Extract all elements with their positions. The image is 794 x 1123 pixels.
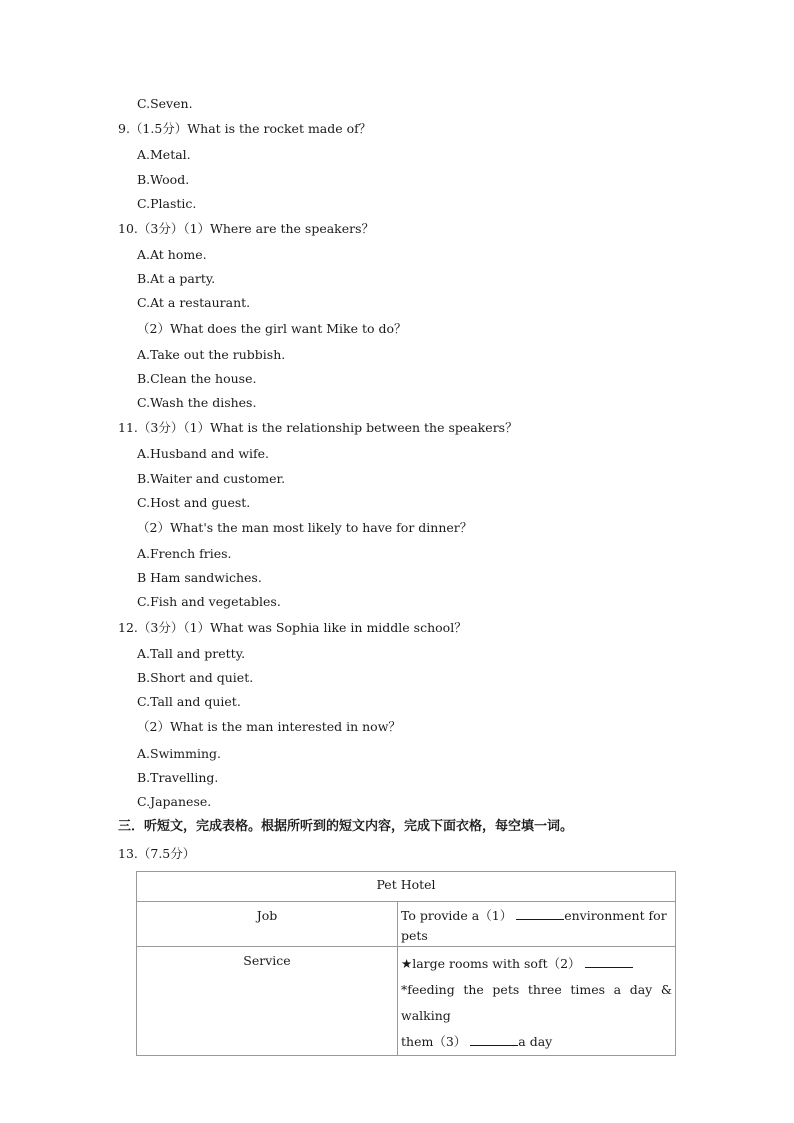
question-11-2-option-c: C.Fish and vegetables. [137,594,281,609]
question-10-1-option-a: A.At home. [137,247,207,262]
question-11-2-option-a: A.French fries. [137,546,232,561]
question-10: 10.（3分）（1）Where are the speakers？ [118,221,375,236]
question-11-1-option-b: B.Waiter and customer. [137,471,286,486]
service-line-3 [401,1029,672,1055]
question-10-1-option-c: C.At a restaurant. [137,295,251,310]
question-12-1-option-a: A.Tall and pretty. [137,646,246,661]
question-12-2-option-b: B.Travelling. [137,770,219,785]
job-value [398,902,676,947]
question-12-2: （2）What is the man interested in now？ [137,719,401,734]
service-line-1 [401,951,672,977]
question-13: 13.（7.5分） [118,846,196,861]
answer-blank-3[interactable] [470,1033,518,1046]
question-10-1-option-b: B.At a party. [137,271,216,286]
table-title: Pet Hotel [137,872,676,902]
service-line-3-after: a day [518,1034,553,1049]
question-9: 9.（1.5分）What is the rocket made of？ [118,121,372,136]
service-label: Service [137,947,398,1056]
section-3-heading: 三．听短文，完成表格。根据所听到的短文内容，完成下面衣格，每空填一词。 [118,819,574,834]
job-text-before: To provide a（1） [401,908,513,923]
job-text-after: environment for pets [401,908,667,943]
question-11-2-option-b: B Ham sandwiches. [137,570,262,585]
question-12-1-option-b: B.Short and quiet. [137,670,254,685]
question-9-option-b: B.Wood. [137,172,190,187]
question-8-option-c: C.Seven. [137,96,193,111]
question-11-2: （2）What's the man most likely to have for dinner？ [137,520,473,535]
question-11: 11.（3分）（1）What is the relationship between the speakers？ [118,420,518,435]
service-line-1-text: ★large rooms with soft（2） [401,956,581,971]
question-9-option-a: A.Metal. [137,147,191,162]
pet-hotel-table [136,871,676,1056]
service-line-2-text: *feeding the pets three times a day & walking [401,982,672,1023]
question-10-2-option-b: B.Clean the house. [137,371,257,386]
question-11-1-option-a: A.Husband and wife. [137,446,270,461]
question-10-2: （2）What does the girl want Mike to do？ [137,321,407,336]
question-9-option-c: C.Plastic. [137,196,197,211]
service-value [398,947,676,1056]
answer-blank-1[interactable] [516,907,564,920]
question-12-2-option-c: C.Japanese. [137,794,212,809]
question-10-2-option-c: C.Wash the dishes. [137,395,257,410]
question-12: 12.（3分）（1）What was Sophia like in middle school？ [118,620,467,635]
service-line-2 [401,977,672,1029]
question-12-1-option-c: C.Tall and quiet. [137,694,241,709]
question-12-2-option-a: A.Swimming. [137,746,221,761]
service-line-3-before: them（3） [401,1034,467,1049]
question-11-1-option-c: C.Host and guest. [137,495,251,510]
job-label: Job [137,902,398,947]
answer-blank-2[interactable] [585,955,633,968]
question-10-2-option-a: A.Take out the rubbish. [137,347,286,362]
